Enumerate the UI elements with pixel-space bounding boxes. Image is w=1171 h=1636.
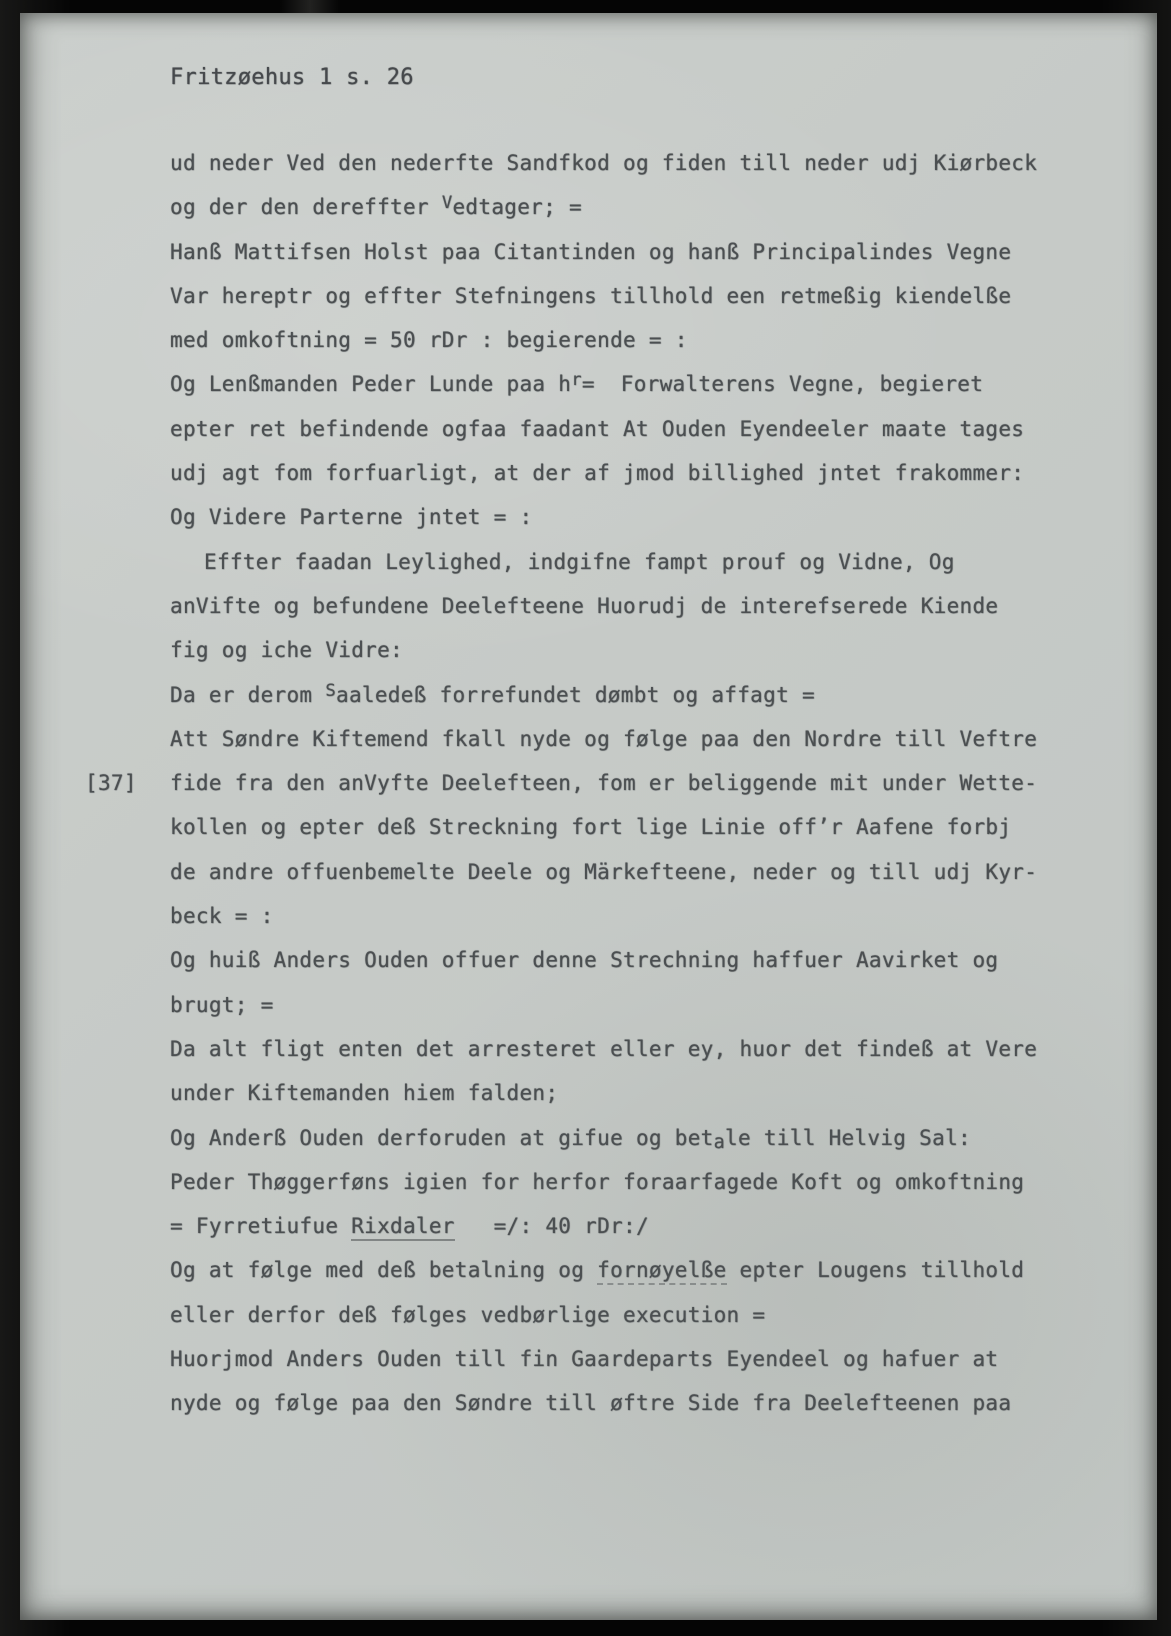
text-segment: nyde og følge paa den Søndre till øftre Side fra Deelefteenen paa: [170, 1391, 1012, 1416]
text-line: [170, 495, 1127, 539]
text-line: [170, 407, 1127, 451]
text-segment: ud neder Ved den nederfte Sandfkod og fiden till neder udj Kiørbeck: [170, 151, 1038, 175]
text-segment: Og Anderß Ouden derforuden at gifue og bet: [170, 1125, 714, 1150]
text-line: [170, 318, 1127, 362]
text-segment: beck = :: [170, 904, 274, 929]
text-segment: edtager; =: [452, 195, 582, 220]
text-segment: Og Lenßmanden Peder Lunde paa h: [170, 372, 572, 397]
text-line: [170, 230, 1127, 274]
text-segment: S: [325, 680, 336, 701]
text-segment: fornøyelße: [597, 1258, 726, 1285]
text-segment: epter ret befindende ogfaa faadant At Ouden Eyendeeler maate tages: [170, 416, 1025, 441]
text-segment: Var hereptr og effter Stefningens tillhold een retmeßig kiendelße: [170, 283, 1012, 308]
text-segment: = Fyrretiufue: [170, 1214, 352, 1239]
text-segment: Og huiß Anders Ouden offuer denne Strechning haffuer Aavirket og: [170, 948, 999, 973]
text-segment: r: [571, 370, 582, 391]
page-title: Fritzøehus 1 s. 26: [170, 65, 414, 90]
text-segment: brugt; =: [170, 992, 274, 1017]
text-line: [170, 141, 1127, 185]
text-line: [170, 1337, 1127, 1381]
text-segment: Att Søndre Kiftemend fkall nyde og følge paa den Nordre till Veftre: [170, 726, 1038, 751]
text-line: [170, 540, 1127, 584]
text-line: [170, 1027, 1127, 1071]
document-page: [20, 13, 1157, 1620]
text-line: [170, 1116, 1127, 1160]
text-segment: Og Videre Parterne jntet = :: [170, 505, 533, 530]
text-line: [170, 274, 1127, 318]
text-segment: kollen og epter deß Streckning fort lige Linie off’r Aafene forbj: [170, 815, 1012, 840]
text-segment: Rixdaler: [351, 1214, 455, 1241]
text-line: [170, 1293, 1127, 1337]
text-line: [170, 185, 1127, 229]
text-segment: fide fra den anVyfte Deelefteen, fom er beliggende mit under Wette-: [170, 771, 1038, 796]
text-line: [170, 805, 1127, 849]
document-text: [85, 141, 1127, 1426]
text-line: [170, 628, 1127, 672]
text-segment: le till Helvig Sal:: [725, 1125, 971, 1150]
text-segment: aaledeß forrefundet dømbt og affagt =: [336, 682, 815, 707]
text-segment: Huorjmod Anders Ouden till fin Gaardeparts Eyendeel og hafuer at: [170, 1347, 999, 1372]
text-segment: de andre offuenbemelte Deele og Märkefteene, neder og till udj Kyr-: [170, 859, 1038, 884]
text-line: [170, 451, 1127, 495]
text-line: [170, 850, 1127, 894]
text-line: [170, 894, 1127, 938]
text-line: [85, 761, 1127, 805]
text-segment: a: [713, 1131, 726, 1153]
text-line: [170, 1160, 1127, 1204]
text-segment: eller derfor deß følges vedbørlige execution =: [170, 1302, 766, 1327]
text-segment: =/: 40 rDr:/: [454, 1214, 649, 1239]
text-line: [170, 717, 1127, 761]
margin-page-number: [37]: [85, 771, 137, 796]
text-segment: Effter faadan Leylighed, indgifne fampt prouf og Vidne, Og: [204, 549, 955, 574]
text-segment: V: [441, 193, 453, 214]
text-segment: udj agt fom forfuarligt, at der af jmod billighed jntet frakommer:: [170, 461, 1025, 486]
text-segment: Hanß Mattifsen Holst paa Citantinden og hanß Principalindes Vegne: [170, 239, 1012, 264]
text-segment: fig og iche Vidre:: [170, 638, 403, 663]
text-line: [170, 1381, 1127, 1425]
text-line: [170, 983, 1127, 1027]
text-segment: og der den dereffter: [170, 195, 442, 220]
text-segment: med omkoftning = 50 rDr : begierende = :: [170, 328, 688, 353]
text-segment: Peder Thøggerføns igien for herfor foraarfagede Koft og omkoftning: [170, 1169, 1025, 1194]
text-line: [170, 362, 1127, 406]
text-segment: Da er derom: [170, 682, 326, 707]
text-line: [170, 1204, 1127, 1248]
text-segment: epter Lougens tillhold: [726, 1258, 1025, 1283]
text-segment: = Forwalterens Vegne, begieret: [581, 372, 984, 397]
text-line: [170, 584, 1127, 628]
text-segment: under Kiftemanden hiem falden;: [170, 1081, 559, 1106]
text-line: [170, 1248, 1127, 1292]
text-line: [170, 1071, 1127, 1115]
text-segment: anVifte og befundene Deelefteene Huorudj de interefserede Kiende: [170, 593, 999, 618]
text-line: [170, 673, 1127, 717]
text-segment: Og at følge med deß betalning og: [170, 1258, 598, 1283]
text-segment: Da alt fligt enten det arresteret eller ey, huor det findeß at Vere: [170, 1036, 1038, 1061]
text-line: [170, 938, 1127, 982]
